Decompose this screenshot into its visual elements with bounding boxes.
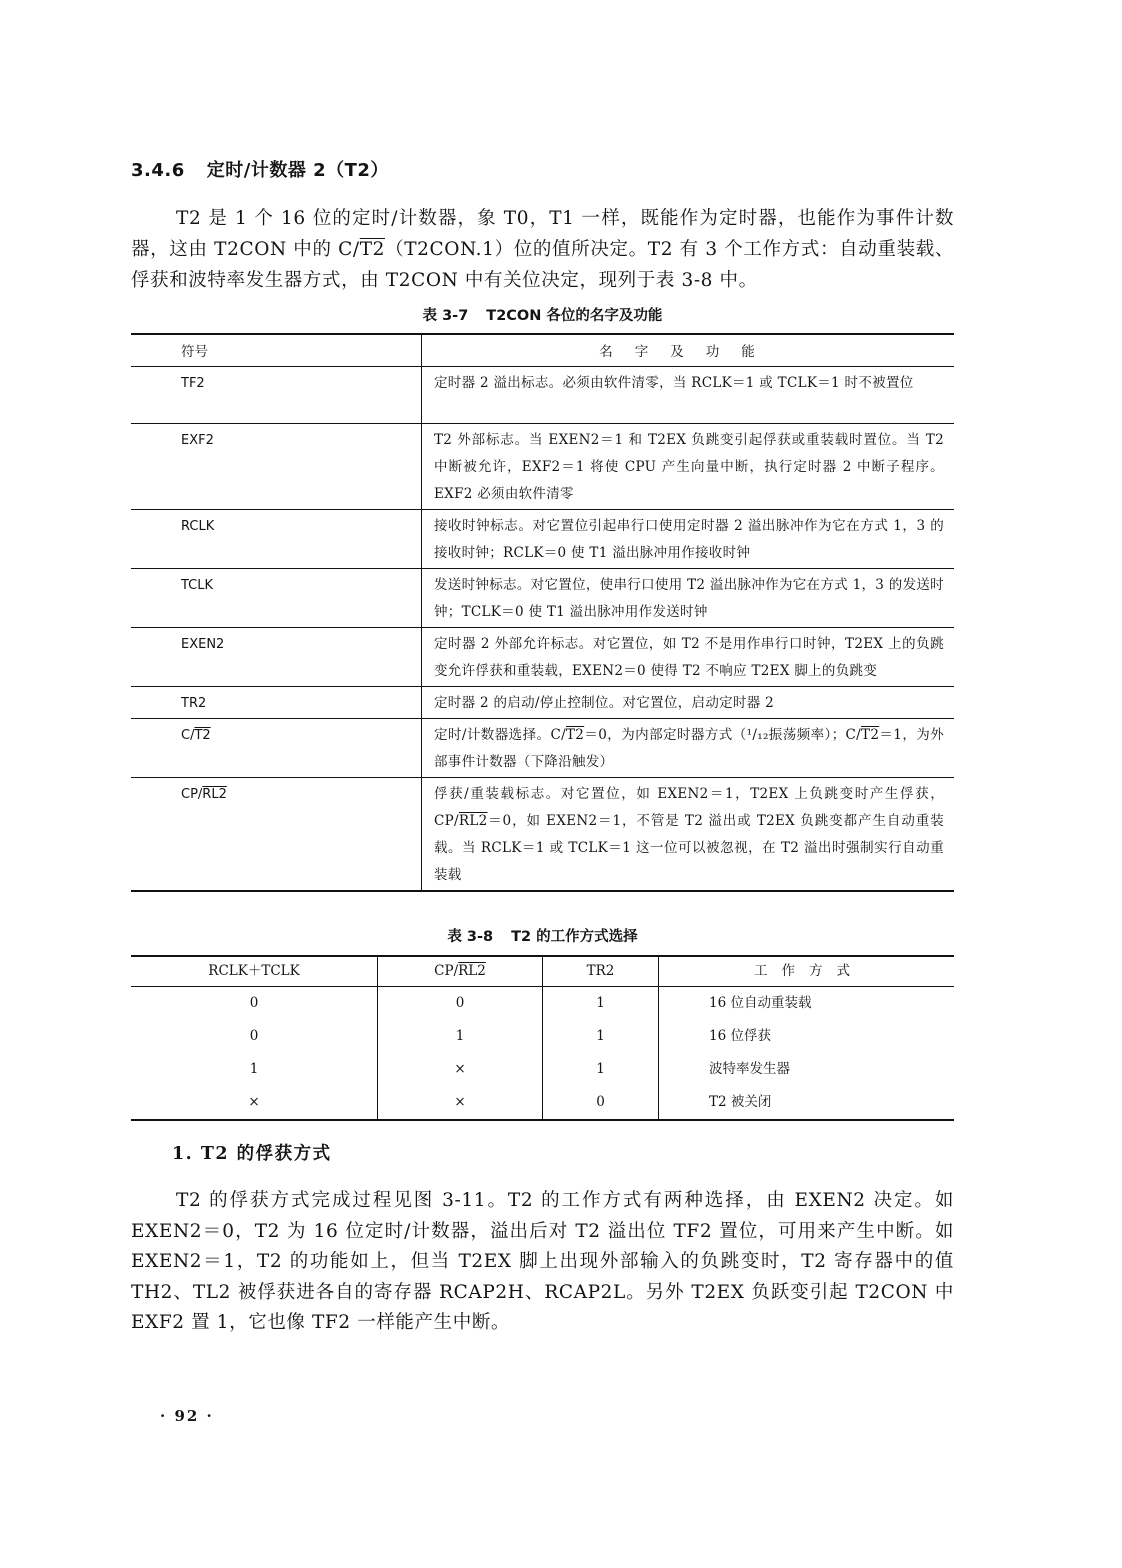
bit-description: 发送时钟标志。对它置位，使串行口使用 T2 溢出脉冲作为它在方式 1，3 的发送时钟；TCLK＝0 使 T1 溢出脉冲用作发送时钟: [422, 569, 955, 628]
symbol-overline: RL2: [202, 787, 227, 802]
bit-description: 定时器 2 外部允许标志。对它置位，如 T2 不是用作串行口时钟，T2EX 上的负跳变允许俘获和重装载，EXEN2＝0 使得 T2 不响应 T2EX 脚上的负跳变: [422, 628, 955, 687]
bit-symbol: RCLK: [131, 510, 422, 569]
section-heading: [131, 156, 389, 182]
cell-cp-rl2: ×: [378, 1053, 543, 1086]
desc-part: ＝1，为外部事件计数器（下降沿触发）: [434, 727, 944, 770]
desc-part: ＝0，为内部定时器方式（¹/₁₂振荡频率）；C/: [584, 727, 862, 743]
table-row: [131, 1053, 954, 1086]
table-3-7-title: T2CON 各位的名字及功能: [486, 308, 663, 324]
table-row: [131, 687, 954, 719]
table-3-8-caption: [131, 925, 954, 946]
table-row: [131, 719, 954, 778]
subsection-heading: 1. T2 的俘获方式: [172, 1144, 332, 1164]
column-header-cp-rl2: [378, 956, 543, 987]
cell-mode: 波特率发生器: [659, 1053, 955, 1086]
table-row: [131, 367, 954, 424]
intro-paragraph: [131, 203, 954, 296]
bit-symbol: [131, 719, 422, 778]
bit-symbol: TCLK: [131, 569, 422, 628]
table-3-8-title: T2 的工作方式选择: [511, 929, 638, 945]
bit-symbol: EXEN2: [131, 628, 422, 687]
desc-part: ＝0，如 EXEN2＝1，不管是 T2 溢出或 T2EX 负跳变都产生自动重装载。当 RCLK＝1 或 TCLK＝1 这一位可以被忽视，在 T2 溢出时强制实行自动重装载: [434, 813, 944, 883]
bit-symbol: EXF2: [131, 424, 422, 510]
desc-overline: RL2: [458, 813, 488, 829]
intro-overline-t2: T2: [359, 239, 386, 260]
table-row: [131, 1086, 954, 1120]
cell-mode: 16 位自动重装载: [659, 987, 955, 1021]
cell-rclk-tclk: 0: [249, 995, 259, 1011]
table-row: [131, 628, 954, 687]
column-header-symbol: 符号: [131, 334, 422, 367]
cell-tr2: 1: [543, 987, 659, 1021]
capture-mode-paragraph: T2 的俘获方式完成过程见图 3-11。T2 的工作方式有两种选择，由 EXEN2 决定。如 EXEN2＝0，T2 为 16 位定时/计数器，溢出后对 T2 溢出位 TF2 置位，可用来产生中断。如 EXEN2＝1，T2 的功能如上，但当 T2EX 脚上出现外部输入的负跳变时，T2 寄存器中的值 TH2、TL2 被俘获进各自的寄存器 RCAP2H、RCAP2L。另外 T2EX 负跃变引起 T2CON 中 EXF2 置 1，它也像 TF2 一样能产生中断。: [131, 1190, 954, 1333]
bit-description: 接收时钟标志。对它置位引起串行口使用定时器 2 溢出脉冲作为它在方式 1，3 的接收时钟；RCLK＝0 使 T1 溢出脉冲用作接收时钟: [422, 510, 955, 569]
page-number: · 92 ·: [160, 1407, 214, 1425]
table-3-7-number: 表 3-7: [422, 308, 469, 324]
bit-symbol: [131, 778, 422, 892]
desc-overline: T2: [565, 727, 585, 743]
table-row: [131, 510, 954, 569]
header-prefix: CP/: [434, 963, 459, 979]
intro-text-1: T2 是 1 个 16 位的定时/计数器，象 T0，T1 一样，既能作为定时器，也能作为事件计数器，这由 T2CON 中的 C/: [131, 208, 954, 260]
bit-symbol: TR2: [131, 687, 422, 719]
bit-description: 定时器 2 溢出标志。必须由软件清零，当 RCLK＝1 或 TCLK＝1 时不被置位: [422, 367, 955, 424]
t2-mode-table: [131, 955, 954, 1121]
table-row: [131, 1020, 954, 1053]
cell-tr2: 1: [543, 1020, 659, 1053]
intro-text-2: （T2CON.1）位的值所决定。T2 有 3 个工作方式：自动重装载、俘获和波特率发生器方式，由 T2CON 中有关位决定，现列于表 3-8 中。: [131, 239, 954, 291]
desc-overline: T2: [861, 727, 880, 743]
table-header-row: [131, 334, 954, 367]
bit-description: T2 外部标志。当 EXEN2＝1 和 T2EX 负跳变引起俘获或重装载时置位。当 T2 中断被允许，EXF2＝1 将使 CPU 产生向量中断，执行定时器 2 中断子程序。EXF2 必须由软件清零: [422, 424, 955, 510]
cell-mode: T2 被关闭: [659, 1086, 955, 1120]
symbol-prefix: C/: [181, 728, 195, 743]
symbol-overline: T2: [194, 728, 211, 743]
bit-description: [422, 778, 955, 892]
bit-description: [422, 719, 955, 778]
cell-rclk-tclk: ×: [248, 1094, 260, 1110]
bit-symbol: TF2: [131, 367, 422, 424]
bit-description: 定时器 2 的启动/停止控制位。对它置位，启动定时器 2: [422, 687, 955, 719]
column-header-rclk-tclk: RCLK＋TCLK: [131, 956, 378, 987]
table-row: [131, 987, 954, 1021]
cell-mode: 16 位俘获: [659, 1020, 955, 1053]
column-header-tr2: TR2: [543, 956, 659, 987]
table-header-row: [131, 956, 954, 987]
desc-part: 俘获/重装载标志。对它置位，如 EXEN2＝1，T2EX 上负跳变时产生俘获，CP/: [434, 786, 944, 829]
cell-tr2: 1: [543, 1053, 659, 1086]
desc-part: 定时/计数器选择。C/: [434, 727, 566, 743]
t2con-bits-table: [131, 333, 954, 892]
table-3-8-number: 表 3-8: [447, 929, 494, 945]
cell-rclk-tclk: 0: [249, 1028, 259, 1044]
cell-tr2: 0: [543, 1086, 659, 1120]
cell-cp-rl2: 0: [378, 987, 543, 1021]
table-row: [131, 778, 954, 892]
header-overline: RL2: [458, 963, 486, 979]
table-row: [131, 424, 954, 510]
cell-cp-rl2: 1: [378, 1020, 543, 1053]
cell-rclk-tclk: 1: [249, 1061, 259, 1077]
table-row: [131, 569, 954, 628]
column-header-description: 名字及功能: [422, 334, 955, 367]
table-3-7-caption: [131, 304, 954, 325]
symbol-prefix: CP/: [181, 787, 203, 802]
cell-cp-rl2: ×: [378, 1086, 543, 1120]
column-header-mode: 工作方式: [659, 956, 955, 987]
section-number: 3.4.6: [131, 160, 185, 181]
section-title: 定时/计数器 2（T2）: [206, 160, 389, 181]
